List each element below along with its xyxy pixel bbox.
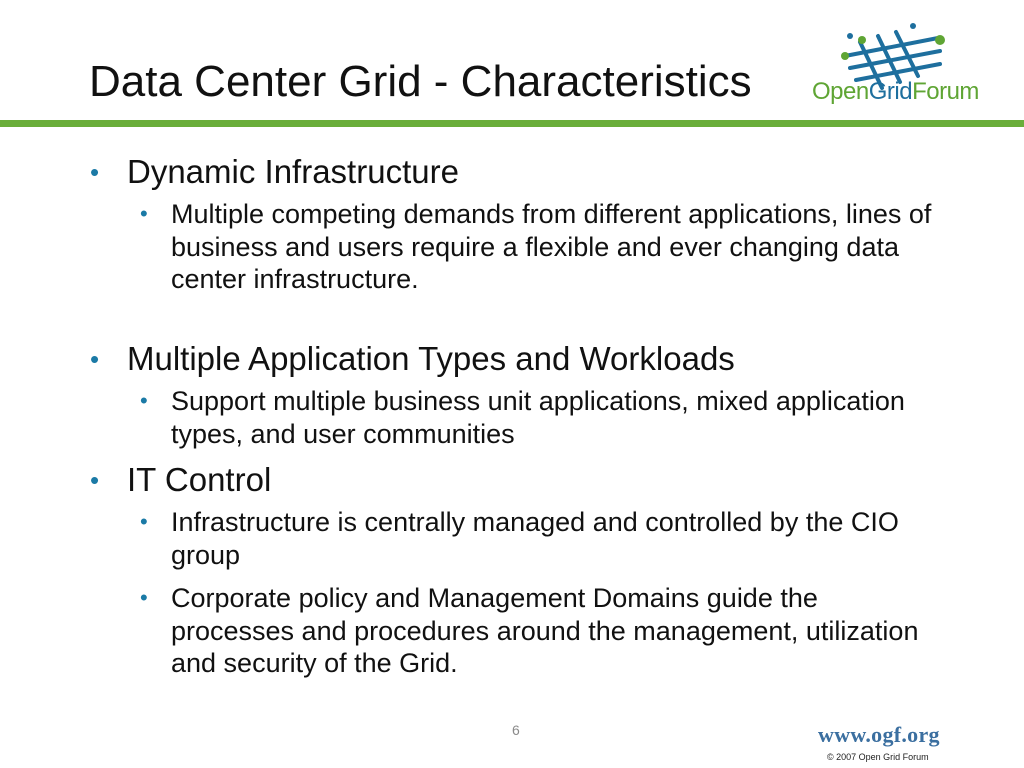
bullet-dot-icon: • [90, 157, 100, 187]
bullet-dot-icon: • [140, 201, 148, 226]
title-divider [0, 120, 1024, 127]
sub-bullet-text: Infrastructure is centrally managed and controlled by the CIO group [171, 507, 899, 570]
logo-word-open: Open [812, 78, 869, 105]
bullet-text: IT Control [127, 461, 272, 498]
footer-copyright: © 2007 Open Grid Forum [827, 752, 929, 762]
bullet-dot-icon: • [90, 344, 100, 374]
bullet-dot-icon: • [90, 465, 100, 495]
bullet-text: Dynamic Infrastructure [127, 153, 459, 190]
sub-bullet-text: Corporate policy and Management Domains guide the processes and procedures around the management, utilization and security of the Grid. [171, 583, 919, 678]
page-number: 6 [512, 722, 520, 738]
logo-word-grid: Grid [868, 78, 913, 105]
bullet-text: Multiple Application Types and Workloads [127, 340, 735, 377]
slide-title: Data Center Grid - Characteristics [89, 57, 752, 106]
bullet-dot-icon: • [140, 585, 148, 610]
logo-word-forum: Forum [912, 78, 979, 105]
bullet-dot-icon: • [140, 509, 148, 534]
open-grid-forum-logo [812, 78, 979, 106]
bullet-dot-icon: • [140, 388, 148, 413]
footer-url: www.ogf.org [818, 722, 940, 747]
sub-bullet-text: Multiple competing demands from different applications, lines of business and users require a flexible and ever changing data center infrastructure. [171, 199, 932, 294]
sub-bullet-text: Support multiple business unit applications, mixed application types, and user communities [171, 386, 905, 449]
